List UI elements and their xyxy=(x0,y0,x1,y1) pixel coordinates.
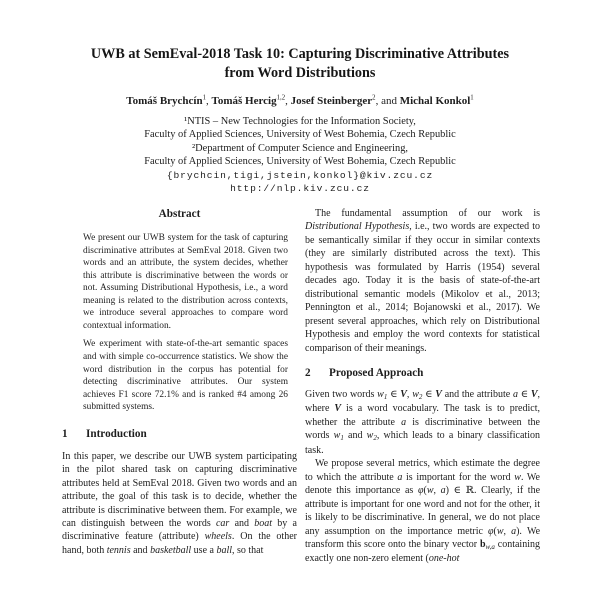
author-4 xyxy=(400,95,474,107)
abstract-heading: Abstract xyxy=(158,208,201,221)
left-column xyxy=(62,207,297,566)
affiliation-line-2: Faculty of Applied Sciences, University of West Bohemia, Czech Republic xyxy=(144,129,456,141)
author-affiliation-mark: 2 xyxy=(372,94,376,102)
paper-title xyxy=(0,0,600,82)
author-name: Michal Konkol xyxy=(399,95,471,107)
abstract-paragraph-1: We present our UWB system for the task of capturing discriminative attributes at SemEval 2018. Given two words and an attribute, the system decides, whether this attribute is discriminative between the words or not. Assuming Distributional Hypothesis, i.e., a word meaning is related to the distribution across contexts, we introduce several approaches to compare word contextual information. xyxy=(83,233,288,331)
body-paragraph: The fundamental assumption of our work is Distributional Hypothesis, i.e., two words are expected to be semantically similar if they occur in similar contexts (they are similarly distributed across the text). This hypothesis was formulated by Harris (1954) several decades ago. Today it is the basis of state-of-the-art distributional semantic models (Mikolov et al., 2013; Pennington et al., 2014; Bojanowski et al., 2017). We present several approaches, which rely on Distributional Hypothesis and employ the word contexts for statistical comparison of their meanings. xyxy=(305,208,540,354)
body-paragraph: Given two words w1 ∈ V, w2 ∈ V and the attribute a ∈ V, where V is a word vocabulary. The task is to predict, whether the attribute a is discriminative between the words w1 and w2, which leads to a binary classification task. xyxy=(305,389,541,456)
author-3 xyxy=(291,95,400,107)
title-line-2: from Word Distributions xyxy=(224,64,376,81)
two-column-body xyxy=(62,207,540,566)
email-line: {brychcin,tigi,jstein,konkol}@kiv.zcu.cz xyxy=(166,169,434,181)
section-title: Proposed Approach xyxy=(329,367,424,380)
affiliation-line-3: ²Department of Computer Science and Engineering, xyxy=(191,142,409,154)
section-title: Introduction xyxy=(86,427,147,440)
author-separator: , xyxy=(206,95,212,107)
introduction-paragraph: In this paper, we describe our UWB system participating in the pilot shared task on capturing discriminative attributes held at SemEval 2018. Given two words and an attribute, the goal of this task is to decide, whether the attribute is discriminative between them. For example, we can distinguish between the words car and boat by a discriminative feature (attribute) wheels. On the other hand, both tennis and basketball use a ball, so that xyxy=(62,450,297,556)
author-separator: , xyxy=(285,95,291,107)
affiliation-line-4: Faculty of Applied Sciences, University of West Bohemia, Czech Republic xyxy=(144,156,456,168)
author-affiliation-mark: 1,2 xyxy=(276,94,286,102)
author-affiliation-mark: 1 xyxy=(470,94,474,102)
affiliation-line-1: ¹NTIS – New Technologies for the Information Society, xyxy=(184,116,416,127)
author-name: Josef Steinberger xyxy=(290,95,373,107)
section-heading-introduction xyxy=(62,428,297,441)
abstract-body xyxy=(83,232,288,414)
author-2 xyxy=(212,95,291,107)
affiliation-block xyxy=(0,115,600,195)
url-line: http://nlp.kiv.zcu.cz xyxy=(230,182,370,194)
body-paragraph: We propose several metrics, which estimate the degree to which the attribute a is important for the word w. We denote this importance as φ(w, a) ∈ ℝ. Clearly, if the attribute is important for one word and not for the other, it is likely to be discriminative. In general, we do not place any assumption on the importance metric φ(w, a). We transform this score onto the binary vector bw,a containing exactly one non-zero element (one-hot xyxy=(305,458,541,565)
section-number: 2 xyxy=(305,367,311,380)
author-separator: , and xyxy=(375,95,400,107)
section-heading-proposed-approach xyxy=(305,367,540,380)
author-name: Tomáš Brychcín xyxy=(126,95,203,107)
abstract-paragraph-2: We experiment with state-of-the-art semantic spaces and with simple co-occurrence statistics. We show the word distribution in the corpus has potential for detecting discriminative attributes. Our system achieves F1 score 72.1% and is ranked #4 among 26 submitted systems. xyxy=(83,339,288,413)
title-line-1: UWB at SemEval-2018 Task 10: Capturing Discriminative Attributes xyxy=(90,46,510,62)
author-affiliation-mark: 1 xyxy=(202,94,206,102)
authors-line xyxy=(0,95,600,107)
section-number: 1 xyxy=(62,427,68,440)
author-name: Tomáš Hercig xyxy=(211,95,277,107)
author-1 xyxy=(126,95,211,107)
right-column xyxy=(305,207,540,566)
